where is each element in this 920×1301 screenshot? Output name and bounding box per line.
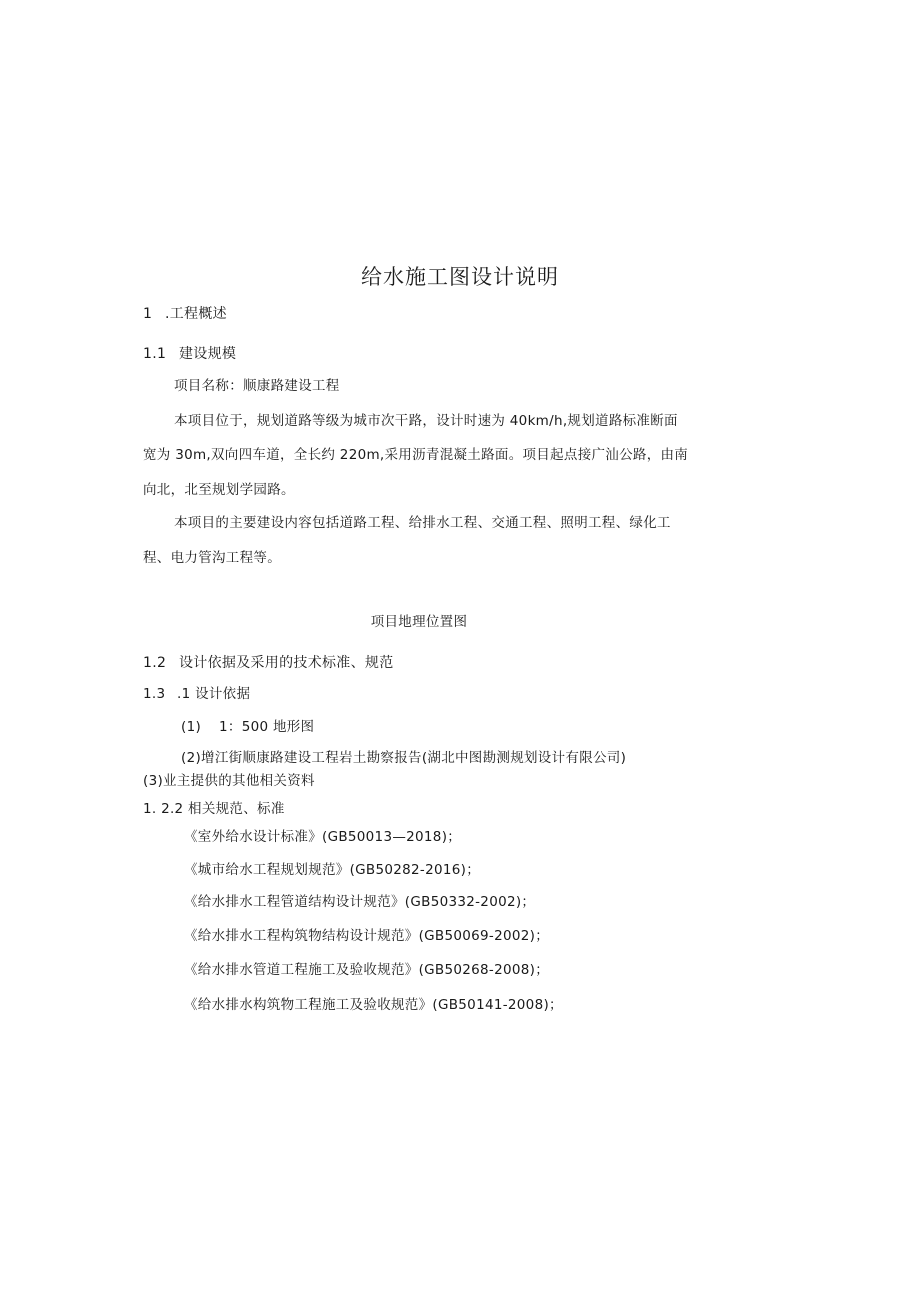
section-1-number: 1 — [143, 306, 153, 322]
paragraph-2-line-2: 程、电力管沟工程等。 — [143, 550, 281, 566]
basis-item-1-text: 1：500 地形图 — [219, 719, 315, 735]
section-1-title: .工程概述 — [165, 306, 227, 322]
paragraph-1-line-1: 本项目位于，规划道路等级为城市次干路，设计时速为 40km/h,规划道路标准断面 — [174, 413, 678, 429]
figure-caption: 项目地理位置图 — [370, 614, 468, 630]
section-1-2-2-heading: 1. 2.2 相关规范、标准 — [143, 801, 285, 817]
section-1-3-heading — [143, 685, 250, 703]
section-1-2-heading — [143, 654, 394, 672]
paragraph-2-line-1: 本项目的主要建设内容包括道路工程、给排水工程、交通工程、照明工程、绿化工 — [174, 515, 671, 531]
section-1-3-title: .1 设计依据 — [177, 686, 251, 702]
basis-item-2: (2)增江街顺康路建设工程岩土勘察报告(湖北中图勘测规划设计有限公司) — [181, 750, 627, 766]
standard-item: 《室外给水设计标准》(GB50013—2018)； — [184, 829, 462, 845]
basis-item-1-number: (1) — [181, 719, 202, 735]
standard-item: 《给水排水工程构筑物结构设计规范》(GB50069-2002)； — [184, 928, 550, 944]
section-1-2-title: 设计依据及采用的技术标准、规范 — [179, 655, 394, 671]
standard-item: 《给水排水管道工程施工及验收规范》(GB50268-2008)； — [184, 962, 550, 978]
project-name: 项目名称：顺康路建设工程 — [174, 378, 340, 394]
paragraph-1-line-2: 宽为 30m,双向四车道，全长约 220m,采用沥青混凝土路面。项目起点接广汕公路，由南 — [143, 447, 689, 463]
basis-item-3: (3)业主提供的其他相关资料 — [143, 773, 315, 789]
section-1-1-heading — [143, 345, 236, 363]
standard-item: 《城市给水工程规划规范》(GB50282-2016)； — [184, 862, 481, 878]
section-1-3-number: 1.3 — [143, 686, 166, 702]
section-1-2-number: 1.2 — [143, 655, 167, 671]
basis-item-1 — [181, 718, 314, 736]
section-1-1-title: 建设规模 — [179, 346, 237, 362]
document-title: 给水施工图设计说明 — [361, 265, 559, 289]
section-1-heading — [143, 305, 227, 323]
section-1-1-number: 1.1 — [143, 346, 167, 362]
standard-item: 《给水排水工程管道结构设计规范》(GB50332-2002)； — [184, 894, 536, 910]
paragraph-1-line-3: 向北，北至规划学园路。 — [143, 482, 295, 498]
standard-item: 《给水排水构筑物工程施工及验收规范》(GB50141-2008)； — [184, 997, 563, 1013]
